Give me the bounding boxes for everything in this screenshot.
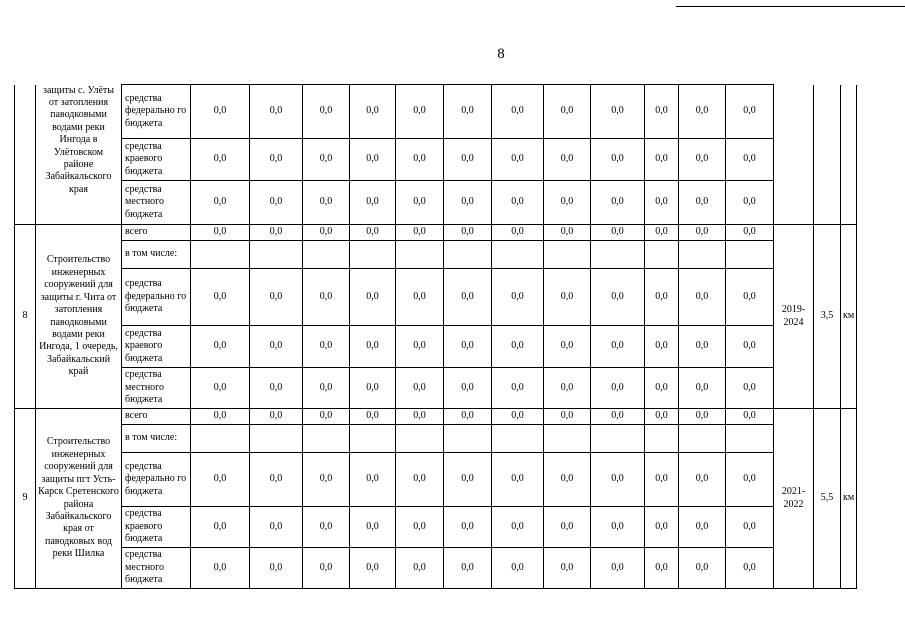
value-cell: 0,0 (591, 326, 645, 368)
table-row (15, 326, 857, 368)
value-cell: 0,0 (645, 326, 679, 368)
value-cell: 0,0 (726, 507, 774, 548)
value-cell: 0,0 (492, 548, 544, 589)
value-cell: 0,0 (645, 181, 679, 225)
value-cell: 0,0 (444, 453, 492, 507)
value-cell (591, 241, 645, 269)
table-row (15, 368, 857, 409)
value-cell (444, 425, 492, 453)
value-cell: 0,0 (726, 139, 774, 181)
value-cell: 0,0 (191, 139, 250, 181)
funding-source: средства федерально го бюджета (122, 85, 191, 139)
value-cell: 0,0 (191, 85, 250, 139)
value-cell: 0,0 (679, 139, 726, 181)
value-cell: 0,0 (191, 548, 250, 589)
value-cell (544, 241, 591, 269)
value-cell: 0,0 (444, 269, 492, 326)
value-cell: 0,0 (726, 453, 774, 507)
value-cell: 0,0 (250, 326, 303, 368)
value-cell: 0,0 (396, 453, 444, 507)
value-cell: 0,0 (191, 181, 250, 225)
value-cell: 0,0 (396, 139, 444, 181)
value-cell: 0,0 (679, 85, 726, 139)
value-cell: 0,0 (250, 139, 303, 181)
value-cell (591, 425, 645, 453)
value-cell: 0,0 (303, 548, 350, 589)
unit-cell: км (841, 409, 857, 589)
value-cell: 0,0 (191, 326, 250, 368)
table-row (15, 225, 857, 241)
value-cell: 0,0 (250, 548, 303, 589)
value-cell: 0,0 (303, 181, 350, 225)
value-cell: 0,0 (544, 409, 591, 425)
value-cell: 0,0 (492, 453, 544, 507)
value-cell (396, 425, 444, 453)
value-cell: 0,0 (250, 409, 303, 425)
value-cell (679, 241, 726, 269)
period-cell: 2021-2022 (774, 409, 814, 589)
value-cell: 0,0 (250, 181, 303, 225)
value-cell: 0,0 (250, 507, 303, 548)
value-cell: 0,0 (492, 368, 544, 409)
value-cell: 0,0 (303, 139, 350, 181)
unit-cell: км (841, 225, 857, 409)
value-cell: 0,0 (303, 453, 350, 507)
value-cell: 0,0 (303, 85, 350, 139)
object-name: защиты с. Улёты от затопления паводковыми водами реки Ингода в Улётовском районе Забайкальского края (36, 85, 122, 225)
table-row (15, 241, 857, 269)
funding-source: всего (122, 225, 191, 241)
value-cell: 0,0 (492, 326, 544, 368)
value-cell: 0,0 (645, 85, 679, 139)
value-cell (444, 241, 492, 269)
table-row (15, 409, 857, 425)
value-cell (544, 425, 591, 453)
value-cell: 0,0 (591, 139, 645, 181)
value-cell: 0,0 (350, 181, 396, 225)
row-number-cell (15, 85, 36, 225)
length-cell: 3,5 (814, 225, 841, 409)
value-cell: 0,0 (444, 548, 492, 589)
table-row (15, 85, 857, 139)
value-cell: 0,0 (396, 181, 444, 225)
value-cell (645, 425, 679, 453)
value-cell: 0,0 (191, 225, 250, 241)
value-cell: 0,0 (591, 507, 645, 548)
value-cell: 0,0 (444, 181, 492, 225)
row-number: 9 (15, 409, 36, 589)
value-cell (645, 241, 679, 269)
value-cell: 0,0 (250, 85, 303, 139)
value-cell: 0,0 (679, 548, 726, 589)
page-number: 8 (497, 46, 505, 62)
value-cell: 0,0 (645, 409, 679, 425)
object-name: Строительство инженерных сооружений для защиты пгт Усть-Карск Сретенского района Забайкальского края от паводковых вод реки Шилка (36, 409, 122, 589)
value-cell: 0,0 (726, 85, 774, 139)
value-cell (492, 241, 544, 269)
value-cell: 0,0 (591, 368, 645, 409)
value-cell: 0,0 (544, 269, 591, 326)
value-cell (350, 241, 396, 269)
value-cell: 0,0 (191, 453, 250, 507)
value-cell (191, 241, 250, 269)
value-cell: 0,0 (191, 409, 250, 425)
value-cell: 0,0 (726, 181, 774, 225)
value-cell: 0,0 (544, 85, 591, 139)
value-cell: 0,0 (350, 453, 396, 507)
period-cell (774, 85, 814, 225)
value-cell: 0,0 (679, 409, 726, 425)
value-cell: 0,0 (350, 85, 396, 139)
value-cell: 0,0 (679, 269, 726, 326)
value-cell: 0,0 (444, 409, 492, 425)
value-cell: 0,0 (645, 453, 679, 507)
value-cell: 0,0 (645, 548, 679, 589)
table-row (15, 507, 857, 548)
value-cell (303, 241, 350, 269)
value-cell (250, 425, 303, 453)
value-cell: 0,0 (396, 85, 444, 139)
row-number: 8 (15, 225, 36, 409)
value-cell: 0,0 (591, 85, 645, 139)
value-cell: 0,0 (492, 181, 544, 225)
funding-source: средства местного бюджета (122, 548, 191, 589)
value-cell: 0,0 (303, 326, 350, 368)
value-cell (726, 425, 774, 453)
value-cell (303, 425, 350, 453)
value-cell: 0,0 (726, 225, 774, 241)
value-cell: 0,0 (444, 368, 492, 409)
value-cell: 0,0 (645, 225, 679, 241)
value-cell: 0,0 (492, 507, 544, 548)
value-cell: 0,0 (303, 409, 350, 425)
header-rule (676, 6, 905, 7)
value-cell: 0,0 (544, 507, 591, 548)
value-cell: 0,0 (679, 181, 726, 225)
funding-source: средства федерально го бюджета (122, 453, 191, 507)
budget-table (14, 84, 857, 589)
value-cell: 0,0 (591, 225, 645, 241)
value-cell: 0,0 (726, 326, 774, 368)
value-cell: 0,0 (396, 548, 444, 589)
value-cell: 0,0 (191, 507, 250, 548)
value-cell: 0,0 (544, 548, 591, 589)
value-cell: 0,0 (250, 368, 303, 409)
value-cell: 0,0 (726, 409, 774, 425)
value-cell: 0,0 (396, 326, 444, 368)
value-cell: 0,0 (350, 269, 396, 326)
value-cell: 0,0 (303, 507, 350, 548)
value-cell (726, 241, 774, 269)
value-cell: 0,0 (250, 225, 303, 241)
object-name: Строительство инженерных сооружений для защиты г. Чита от затопления паводковыми водами реки Ингода, 1 очередь, Забайкальский край (36, 225, 122, 409)
value-cell: 0,0 (191, 368, 250, 409)
value-cell: 0,0 (645, 139, 679, 181)
value-cell: 0,0 (396, 225, 444, 241)
funding-source: всего (122, 409, 191, 425)
value-cell: 0,0 (303, 225, 350, 241)
value-cell: 0,0 (444, 326, 492, 368)
value-cell: 0,0 (396, 507, 444, 548)
table-row (15, 269, 857, 326)
length-cell: 5,5 (814, 409, 841, 589)
value-cell (492, 425, 544, 453)
table-row (15, 548, 857, 589)
value-cell: 0,0 (679, 225, 726, 241)
value-cell: 0,0 (591, 453, 645, 507)
value-cell: 0,0 (350, 225, 396, 241)
value-cell: 0,0 (492, 85, 544, 139)
value-cell: 0,0 (444, 225, 492, 241)
value-cell: 0,0 (350, 507, 396, 548)
funding-source: средства краевого бюджета (122, 139, 191, 181)
funding-source: средства краевого бюджета (122, 326, 191, 368)
value-cell: 0,0 (544, 368, 591, 409)
value-cell: 0,0 (591, 269, 645, 326)
funding-source: средства местного бюджета (122, 181, 191, 225)
value-cell: 0,0 (350, 326, 396, 368)
value-cell: 0,0 (191, 269, 250, 326)
value-cell: 0,0 (350, 368, 396, 409)
funding-source: средства федерально го бюджета (122, 269, 191, 326)
value-cell: 0,0 (679, 453, 726, 507)
value-cell: 0,0 (679, 368, 726, 409)
funding-source: в том числе: (122, 425, 191, 453)
value-cell: 0,0 (726, 269, 774, 326)
table-body (15, 85, 857, 589)
value-cell: 0,0 (350, 409, 396, 425)
unit-cell (841, 85, 857, 225)
value-cell: 0,0 (492, 225, 544, 241)
value-cell: 0,0 (645, 368, 679, 409)
value-cell (396, 241, 444, 269)
value-cell: 0,0 (591, 409, 645, 425)
value-cell: 0,0 (679, 507, 726, 548)
period-cell: 2019-2024 (774, 225, 814, 409)
value-cell: 0,0 (645, 507, 679, 548)
table-row (15, 181, 857, 225)
value-cell: 0,0 (444, 139, 492, 181)
value-cell: 0,0 (396, 269, 444, 326)
value-cell: 0,0 (444, 507, 492, 548)
value-cell (679, 425, 726, 453)
value-cell: 0,0 (303, 368, 350, 409)
length-cell (814, 85, 841, 225)
value-cell: 0,0 (250, 269, 303, 326)
value-cell: 0,0 (350, 139, 396, 181)
value-cell (250, 241, 303, 269)
value-cell: 0,0 (645, 269, 679, 326)
value-cell: 0,0 (492, 409, 544, 425)
value-cell: 0,0 (350, 548, 396, 589)
table-row (15, 425, 857, 453)
value-cell: 0,0 (444, 85, 492, 139)
value-cell: 0,0 (544, 225, 591, 241)
value-cell: 0,0 (492, 139, 544, 181)
value-cell: 0,0 (679, 326, 726, 368)
value-cell: 0,0 (303, 269, 350, 326)
value-cell: 0,0 (544, 453, 591, 507)
table-row (15, 139, 857, 181)
value-cell: 0,0 (544, 139, 591, 181)
value-cell: 0,0 (544, 181, 591, 225)
funding-source: в том числе: (122, 241, 191, 269)
funding-source: средства местного бюджета (122, 368, 191, 409)
value-cell: 0,0 (591, 181, 645, 225)
value-cell: 0,0 (726, 548, 774, 589)
value-cell: 0,0 (591, 548, 645, 589)
value-cell: 0,0 (250, 453, 303, 507)
funding-source: средства краевого бюджета (122, 507, 191, 548)
value-cell: 0,0 (396, 409, 444, 425)
value-cell: 0,0 (544, 326, 591, 368)
value-cell (350, 425, 396, 453)
value-cell (191, 425, 250, 453)
value-cell: 0,0 (726, 368, 774, 409)
table-row (15, 453, 857, 507)
value-cell: 0,0 (396, 368, 444, 409)
value-cell: 0,0 (492, 269, 544, 326)
